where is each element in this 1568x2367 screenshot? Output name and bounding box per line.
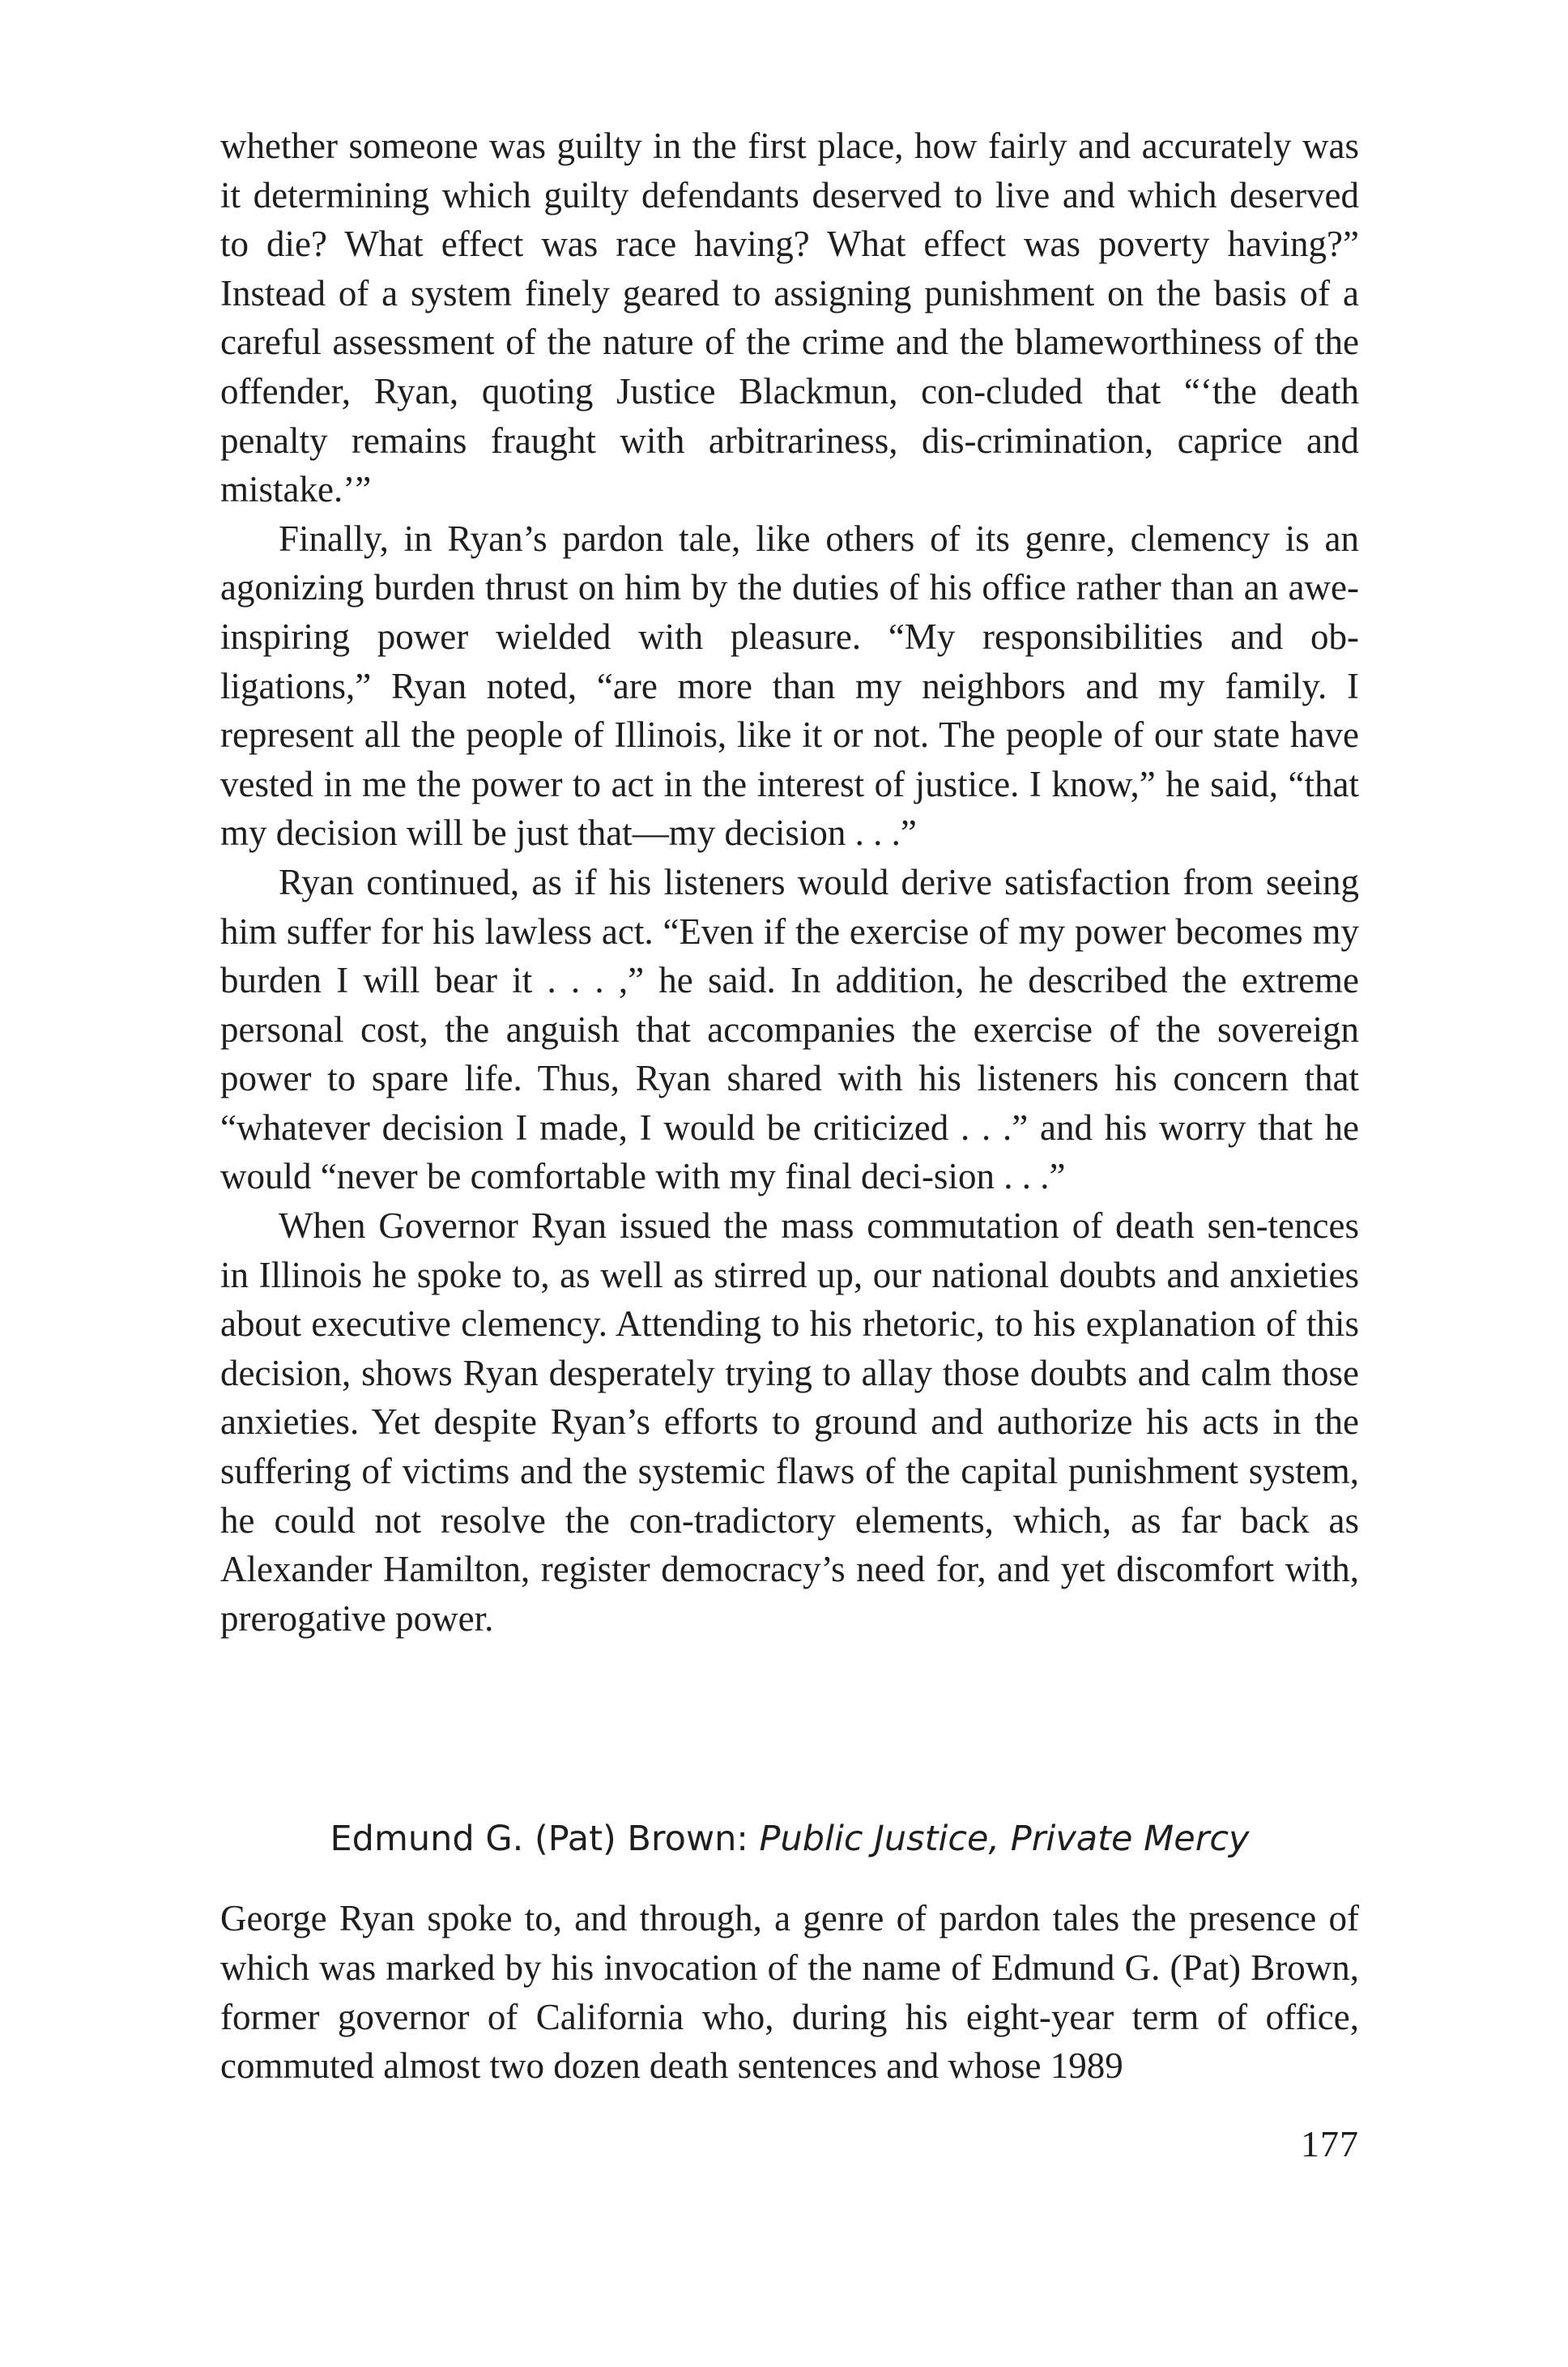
section-heading: [220, 1815, 1359, 1863]
paragraph-1: whether someone was guilty in the first place, how fairly and accurately was it determining which guilty defendants deserved to live and which deserved to die? What effect was race having? What effect was poverty having?” Instead of a system finely geared to assigning punishment on the basis of a careful assessment of the nature of the crime and the blameworthiness of the offender, Ryan, quoting Justice Blackmun, con-cluded that “‘the death penalty remains fraught with arbitrariness, dis-crimination, caprice and mistake.’”: [220, 126, 1359, 510]
section-heading-title: Public Justice, Private Mercy: [759, 1819, 1250, 1860]
paragraph-3: Ryan continued, as if his listeners would derive satisfaction from seeing him suffer for his lawless act. “Even if the exercise of my power becomes my burden I will bear it . . . ,” he said. In addition, he described the extreme personal cost, the anguish that accompanies the exercise of the sovereign power to spare life. Thus, Ryan shared with his listeners his concern that “whatever decision I made, I would be criticized . . .” and his worry that he would “never be comfortable with my final deci-sion . . .”: [220, 861, 1359, 1197]
book-page: [220, 122, 1359, 2091]
page-number: 177: [1301, 2123, 1359, 2164]
section-paragraph: George Ryan spoke to, and through, a genre of pardon tales the presence of which was marked by his invocation of the name of Edmund G. (Pat) Brown, former governor of California who, during his eight-year term of office, commuted almost two dozen death sentences and whose 1989: [220, 1898, 1359, 2087]
paragraph-2: Finally, in Ryan’s pardon tale, like others of its genre, clemency is an agonizing burden thrust on him by the duties of his office rather than an awe-inspiring power wielded with pleasure. “My responsibilities and ob-ligations,” Ryan noted, “are more than my neighbors and my family. I represent all the people of Illinois, like it or not. The people of our state have vested in me the power to act in the interest of justice. I know,” he said, “that my decision will be just that—my decision . . .”: [220, 518, 1359, 854]
body-text: [220, 122, 1359, 1643]
paragraph-4: When Governor Ryan issued the mass commutation of death sen-tences in Illinois he spoke to, as well as stirred up, our national doubts and anxieties about executive clemency. Attending to his rhetoric, to his explanation of this decision, shows Ryan desperately trying to allay those doubts and calm those anxieties. Yet despite Ryan’s efforts to ground and authorize his acts in the suffering of victims and the systemic flaws of the capital punishment system, he could not resolve the con-tradictory elements, which, as far back as Alexander Hamilton, register democracy’s need for, and yet discomfort with, prerogative power.: [220, 1205, 1359, 1639]
section-heading-prefix: Edmund G. (Pat) Brown:: [330, 1819, 760, 1860]
section-body: [220, 1894, 1359, 2090]
